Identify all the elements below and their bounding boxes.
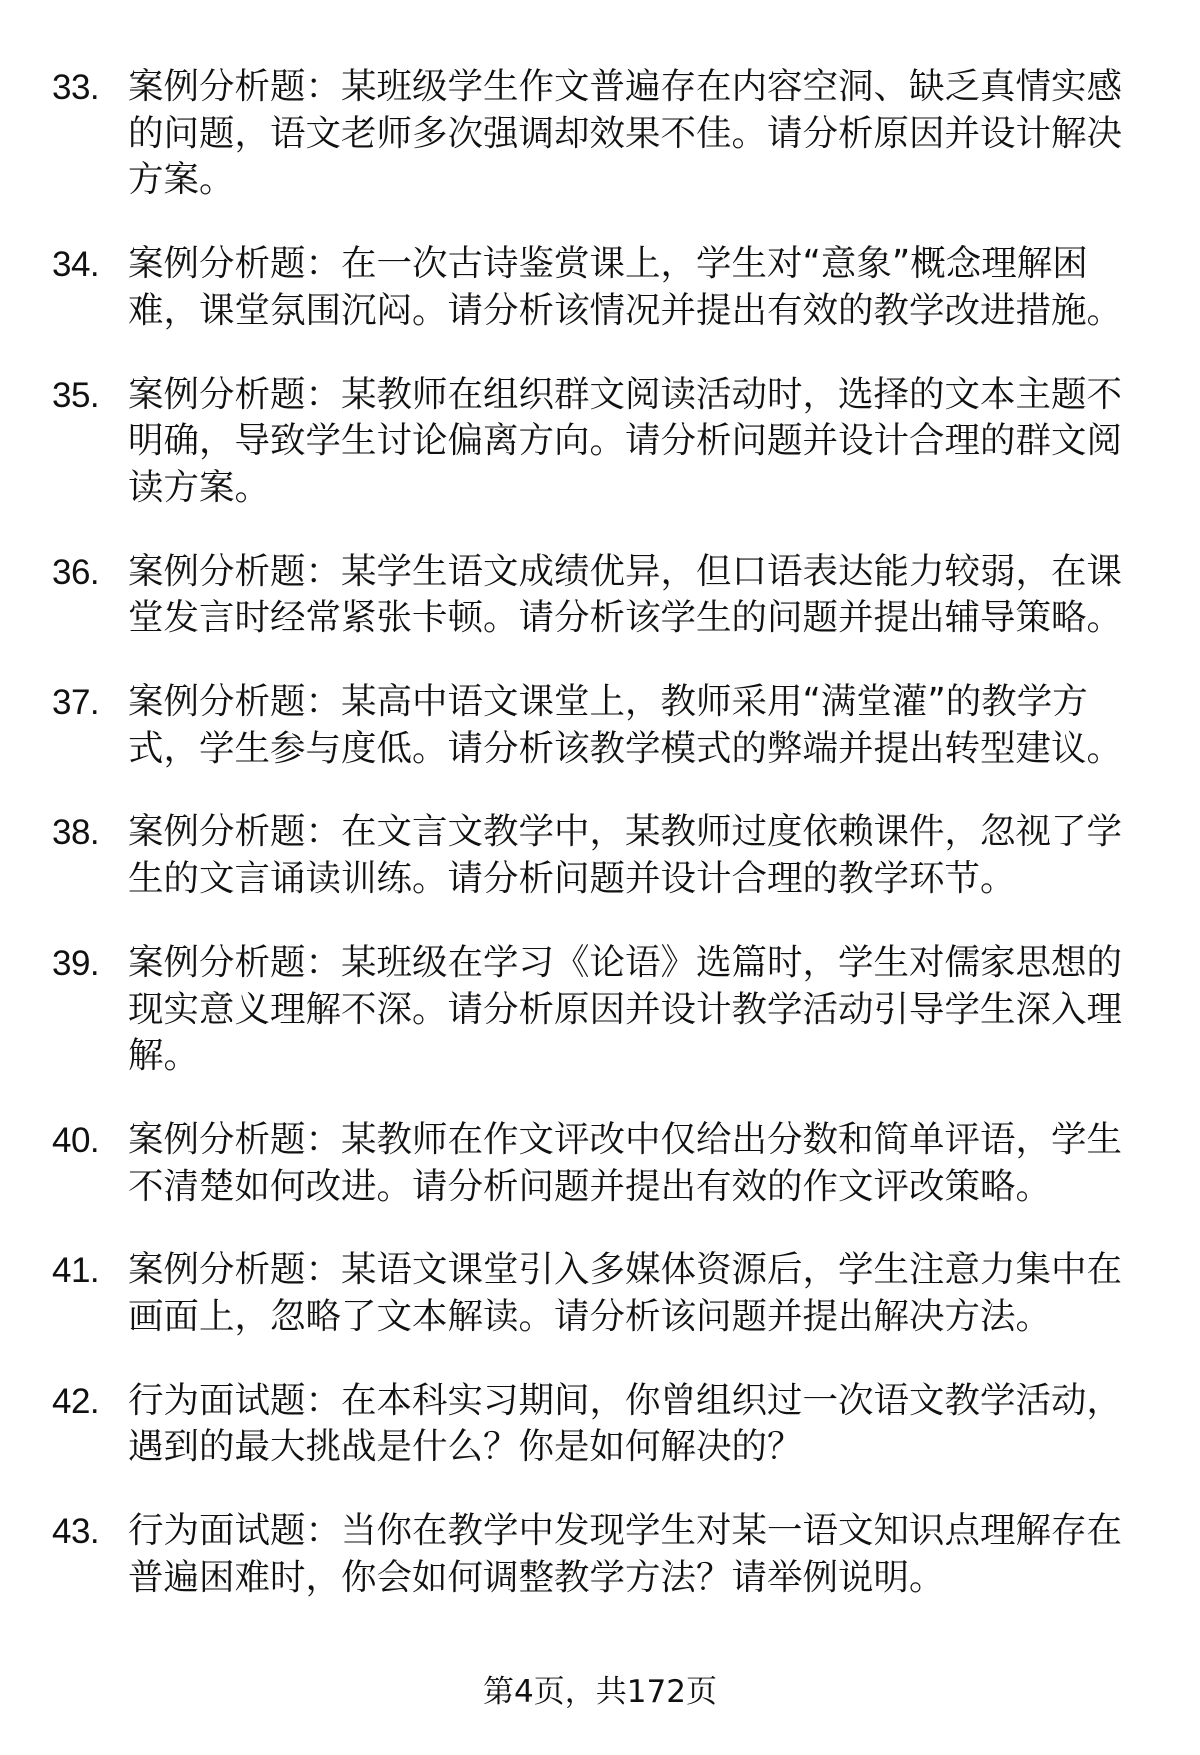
question-item	[0, 809, 1200, 902]
question-text: 行为面试题：当你在教学中发现学生对某一语文知识点理解存在普遍困难时，你会如何调整教学方法？请举例说明。	[128, 1510, 1123, 1598]
question-number: 36.	[52, 552, 100, 592]
question-list	[0, 64, 1200, 1639]
question-item	[0, 549, 1200, 642]
question-item	[0, 679, 1200, 772]
question-number: 40.	[52, 1120, 100, 1160]
question-text: 案例分析题：某高中语文课堂上，教师采用“满堂灌”的教学方式，学生参与度低。请分析该教学模式的弊端并提出转型建议。	[128, 681, 1123, 769]
question-text: 案例分析题：某语文课堂引入多媒体资源后，学生注意力集中在画面上，忽略了文本解读。请分析该问题并提出解决方法。	[128, 1249, 1123, 1338]
question-item	[0, 1508, 1200, 1601]
question-text: 案例分析题：某教师在组织群文阅读活动时，选择的文本主题不明确，导致学生讨论偏离方向。请分析问题并设计合理的群文阅读方案。	[128, 373, 1123, 508]
question-text: 案例分析题：某学生语文成绩优异，但口语表达能力较弱，在课堂发言时经常紧张卡顿。请分析该学生的问题并提出辅导策略。	[128, 550, 1123, 639]
question-text: 案例分析题：某班级学生作文普遍存在内容空洞、缺乏真情实感的问题，语文老师多次强调却效果不佳。请分析原因并设计解决方案。	[128, 66, 1123, 201]
question-item	[0, 1247, 1200, 1340]
question-number: 43.	[52, 1512, 100, 1552]
question-number: 34.	[52, 245, 100, 285]
question-number: 39.	[52, 943, 100, 983]
question-text: 案例分析题：某班级在学习《论语》选篇时，学生对儒家思想的现实意义理解不深。请分析原因并设计教学活动引导学生深入理解。	[128, 941, 1123, 1077]
question-item	[0, 241, 1200, 334]
question-item	[0, 1378, 1200, 1471]
question-number: 33.	[52, 68, 100, 107]
question-item	[0, 1117, 1200, 1210]
question-number: 41.	[52, 1251, 100, 1291]
question-text: 案例分析题：在文言文教学中，某教师过度依赖课件，忽视了学生的文言诵读训练。请分析问题并设计合理的教学环节。	[128, 811, 1123, 900]
page-footer: 第4页，共172页	[483, 1674, 717, 1710]
question-number: 42.	[52, 1381, 100, 1421]
question-item	[0, 64, 1200, 204]
question-number: 38.	[52, 813, 100, 853]
question-text: 案例分析题：在一次古诗鉴赏课上，学生对“意象”概念理解困难，课堂氛围沉闷。请分析该情况并提出有效的教学改进措施。	[128, 243, 1123, 331]
question-text: 行为面试题：在本科实习期间，你曾组织过一次语文教学活动，遇到的最大挑战是什么？你是如何解决的？	[128, 1379, 1123, 1468]
question-item	[0, 372, 1200, 512]
question-number: 37.	[52, 683, 100, 723]
question-item	[0, 940, 1200, 1080]
question-number: 35.	[52, 375, 100, 415]
question-text: 案例分析题：某教师在作文评改中仅给出分数和简单评语，学生不清楚如何改进。请分析问题并提出有效的作文评改策略。	[128, 1118, 1123, 1207]
